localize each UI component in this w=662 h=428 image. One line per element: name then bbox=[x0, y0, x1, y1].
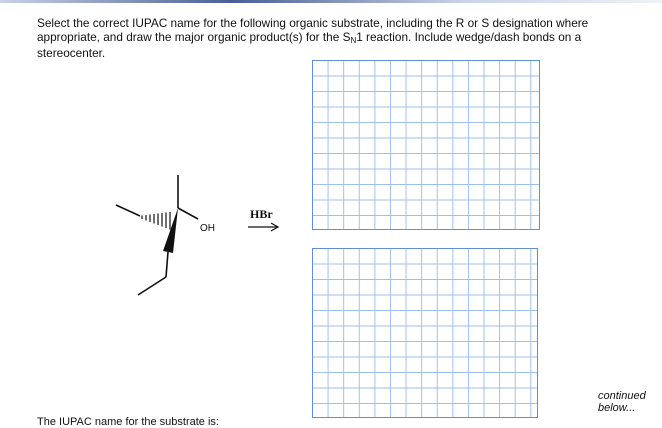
reaction-arrow bbox=[240, 206, 285, 236]
top-accent-bar bbox=[0, 0, 662, 3]
drawing-canvas-top[interactable] bbox=[312, 60, 540, 230]
oh-label: OH bbox=[200, 223, 215, 234]
reagent-label: HBr bbox=[250, 207, 273, 221]
bond-to-oh bbox=[178, 208, 198, 219]
bond-ethyl-2 bbox=[138, 277, 166, 295]
substrate-structure bbox=[100, 165, 240, 300]
continued-note: continued below... bbox=[598, 390, 646, 414]
drawing-canvas-bottom[interactable] bbox=[312, 248, 538, 418]
iupac-name-prompt: The IUPAC name for the substrate is: bbox=[37, 416, 219, 428]
bond-ethyl-1 bbox=[166, 252, 168, 277]
bond-methyl-left bbox=[116, 205, 140, 216]
question-text: Select the correct IUPAC name for the following organic substrate, including the R or S designation where appropriate, and draw the major organic product(s) for the $S_N1$ reaction. Include wedge/dash bonds on a stereocenter. bbox=[37, 16, 589, 61]
hashed-bond bbox=[142, 212, 170, 230]
